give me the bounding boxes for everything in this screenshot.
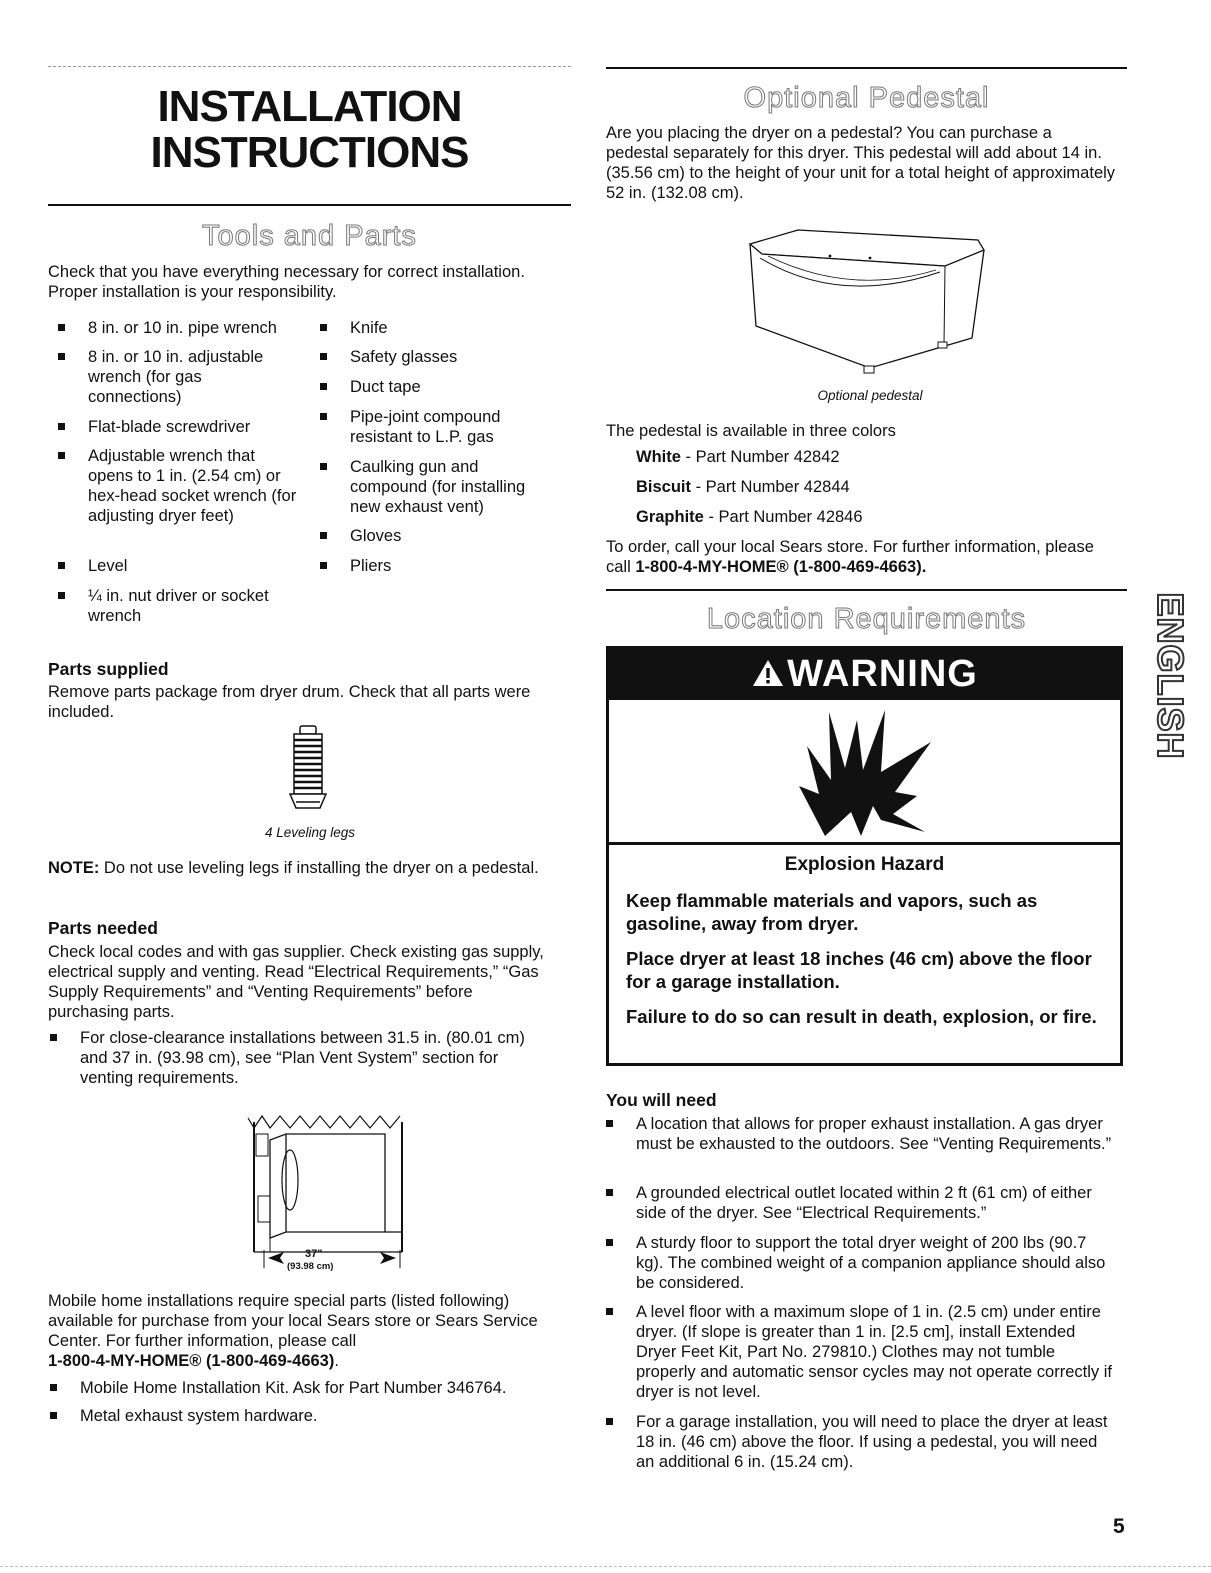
top-dashed-line: [48, 66, 571, 67]
note-label: NOTE:: [48, 859, 100, 877]
bottom-dashed-line: [0, 1566, 1211, 1567]
bullet-icon: [58, 592, 65, 599]
bullet-icon: [58, 562, 65, 569]
bullet-icon: [606, 1239, 613, 1246]
mobile-home-text: Mobile home installations require special parts (listed following) available for purchase from your local Sears store or Sears Service Center. For further information, please call: [48, 1292, 538, 1350]
bullet-icon: [50, 1034, 57, 1041]
list-item: A location that allows for proper exhaust installation. A gas dryer must be exhausted to the outdoors. See “Venting Requirements.”: [606, 1114, 1116, 1154]
bullet-icon: [58, 423, 65, 430]
bullet-icon: [606, 1120, 613, 1127]
language-tab-label: ENGLISH: [1150, 592, 1191, 760]
list-item: Flat-blade screwdriver: [58, 417, 308, 437]
warning-line: Keep flammable materials and vapors, such as gasoline, away from dryer.: [626, 890, 1038, 934]
bullet-icon: [320, 324, 327, 331]
close-clearance-diagram: [240, 1110, 410, 1282]
bullet-icon: [320, 532, 327, 539]
dimension-sublabel: (93.98 cm): [287, 1261, 334, 1272]
list-item: Caulking gun and compound (for installing new exhaust vent): [320, 457, 560, 517]
list-item: Metal exhaust system hardware.: [50, 1406, 560, 1426]
pedestal-colors-intro: The pedestal is available in three colors: [606, 422, 896, 440]
warning-line: Failure to do so can result in death, explosion, or fire.: [626, 1006, 1097, 1027]
bullet-icon: [320, 562, 327, 569]
list-item: A grounded electrical outlet located within 2 ft (61 cm) of either side of the dryer. See “Electrical Requirements.”: [606, 1183, 1116, 1223]
pedestal-color-white: White - Part Number 42842: [636, 448, 840, 466]
bullet-icon: [320, 463, 327, 470]
bullet-icon: [58, 324, 65, 331]
warning-separator: [606, 842, 1123, 845]
list-item: For a garage installation, you will need to place the dryer at least 18 in. (46 cm) above the floor. If using a pedestal, you will need an additional 6 in. (15.24 cm).: [606, 1412, 1116, 1472]
warning-label: WARNING: [787, 653, 978, 695]
pedestal-color-graphite: Graphite - Part Number 42846: [636, 508, 863, 526]
explosion-hazard-heading: Explosion Hazard: [784, 854, 945, 875]
location-section-title: Location Requirements: [706, 603, 1027, 635]
list-item: Gloves: [320, 526, 560, 546]
list-item: Safety glasses: [320, 347, 560, 367]
pedestal-order-text: To order, call your local Sears store. For further information, please call 1-800-4-MY-HOME® (1-800-469-4663).: [606, 538, 1094, 576]
pedestal-section-title: Optional Pedestal: [743, 82, 990, 114]
list-item: Knife: [320, 318, 560, 338]
pedestal-caption: Optional pedestal: [817, 388, 923, 403]
pedestal-color-biscuit: Biscuit - Part Number 42844: [636, 478, 850, 496]
bullet-icon: [606, 1418, 613, 1425]
bullet-icon: [320, 383, 327, 390]
pedestal-illustration: [740, 226, 1000, 376]
bullet-icon: [50, 1384, 57, 1391]
parts-needed-text: Check local codes and with gas supplier. Check existing gas supply, electrical supply and venting. Read “Electrical Requirements,” “Gas Supply Requirements” and “Venting Requirements” before purchasing parts.: [48, 943, 544, 1021]
bullet-icon: [58, 353, 65, 360]
list-item: 8 in. or 10 in. adjustable wrench (for gas connections): [58, 347, 288, 407]
list-item: Duct tape: [320, 377, 560, 397]
bullet-icon: [320, 413, 327, 420]
tools-intro: Check that you have everything necessary for correct installation. Proper installation is your responsibility.: [48, 263, 525, 301]
bullet-icon: [320, 353, 327, 360]
bullet-icon: [58, 452, 65, 459]
page-title: [48, 84, 571, 176]
list-item: A level floor with a maximum slope of 1 in. (2.5 cm) under entire dryer. (If slope is greater than 1 in. [2.5 cm], install Extended Dryer Feet Kit, Part No. 279810.) Clothes may not tumble properly and automatic sensor cycles may not operate correctly if dryer is not level.: [606, 1302, 1116, 1402]
section-rule: [606, 67, 1127, 69]
tools-section-title: Tools and Parts: [202, 220, 417, 252]
parts-supplied-text: Remove parts package from dryer drum. Check that all parts were included.: [48, 683, 531, 721]
language-side-tab: [1150, 566, 1190, 786]
note-paragraph: [48, 858, 548, 878]
pedestal-text: Are you placing the dryer on a pedestal? You can purchase a pedestal separately for this dryer. This pedestal will add about 14 in. (35.56 cm) to the height of your unit for a total height of approximately 52 in. (132.08 cm).: [606, 124, 1116, 202]
title-line-2: INSTRUCTIONS: [150, 128, 469, 177]
list-item: Mobile Home Installation Kit. Ask for Part Number 346764.: [50, 1378, 560, 1398]
bullet-icon: [606, 1189, 613, 1196]
list-item: ¼ in. nut driver or socket wrench: [58, 586, 308, 626]
parts-supplied-heading: Parts supplied: [48, 659, 169, 679]
pedestal-order-phone: 1-800-4-MY-HOME® (1-800-469-4663).: [635, 558, 927, 576]
list-item: Level: [58, 556, 308, 576]
list-item: Pliers: [320, 556, 560, 576]
warning-line: Place dryer at least 18 inches (46 cm) above the floor for a garage installation.: [626, 948, 1092, 992]
explosion-icon: [785, 706, 945, 838]
mobile-home-phone: 1-800-4-MY-HOME® (1-800-469-4663): [48, 1352, 335, 1370]
title-line-1: INSTALLATION: [157, 82, 462, 131]
page-number: 5: [1113, 1515, 1125, 1538]
you-will-need-heading: You will need: [606, 1090, 717, 1110]
leveling-leg-icon: [284, 724, 332, 818]
list-item: Adjustable wrench that opens to 1 in. (2.54 cm) or hex-head socket wrench (for adjusting dryer feet): [58, 446, 298, 526]
bullet-icon: [50, 1412, 57, 1419]
list-item: For close-clearance installations between 31.5 in. (80.01 cm) and 37 in. (93.98 cm), see “Plan Vent System” section for venting requirements.: [50, 1028, 550, 1088]
section-rule: [48, 204, 571, 206]
list-item: 8 in. or 10 in. pipe wrench: [58, 318, 308, 338]
parts-needed-heading: Parts needed: [48, 918, 158, 938]
mobile-home-paragraph: Mobile home installations require special parts (listed following) available for purchase from your local Sears store or Sears Service Center. For further information, please call 1-800-4-MY-HOME® (1-800-469-4663).: [48, 1292, 538, 1370]
warning-header: [606, 646, 1123, 700]
section-rule: [606, 589, 1127, 591]
list-item: A sturdy floor to support the total dryer weight of 200 lbs (90.7 kg). The combined weight of a companion appliance should also be considered.: [606, 1233, 1116, 1293]
bullet-icon: [606, 1308, 613, 1315]
dimension-label: 37": [305, 1248, 323, 1260]
note-text: Do not use leveling legs if installing the dryer on a pedestal.: [99, 859, 539, 877]
leveling-legs-caption: 4 Leveling legs: [264, 825, 356, 840]
warning-triangle-icon: [751, 658, 785, 688]
list-item: Pipe-joint compound resistant to L.P. gas: [320, 407, 530, 447]
